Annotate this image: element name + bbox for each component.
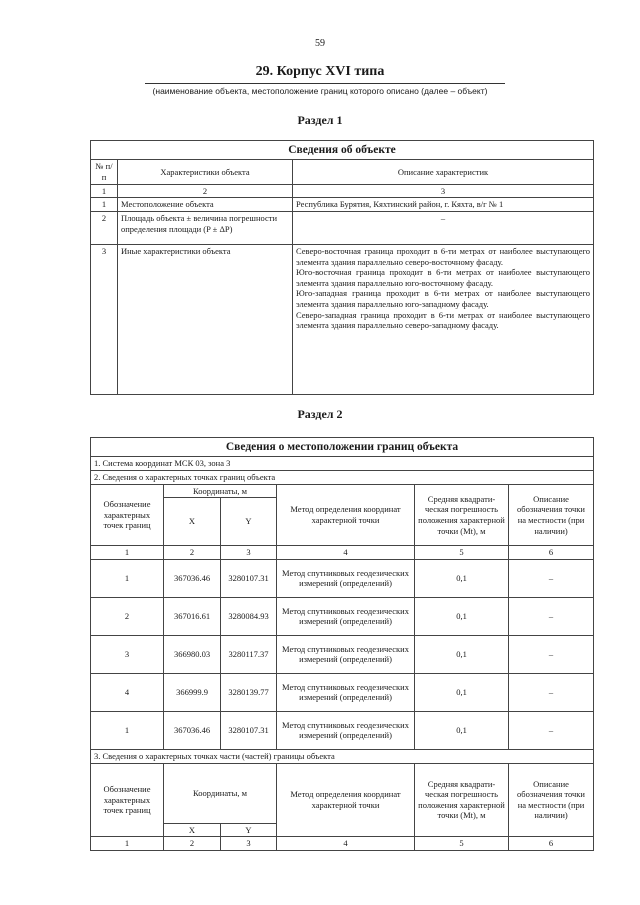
point-method: Метод спутниковых геодезических измерений (определений): [277, 597, 415, 635]
point-x: 367016.61: [164, 597, 221, 635]
index-cell: 1: [91, 546, 164, 560]
table-row: [91, 244, 594, 394]
row-num: 1: [91, 198, 118, 212]
point-method: Метод спутниковых геодезических измерений (определений): [277, 635, 415, 673]
point-error: 0,1: [415, 597, 509, 635]
point-y: 3280117.37: [221, 635, 277, 673]
point-x: 366980.03: [164, 635, 221, 673]
row-characteristic: Местоположение объекта: [118, 198, 293, 212]
coord-system: 1. Система координат МСК 03, зона 3: [91, 457, 594, 471]
point-id: 2: [91, 597, 164, 635]
point-method: Метод спутниковых геодезических измерений (определений): [277, 559, 415, 597]
point-error: 0,1: [415, 711, 509, 749]
header-desc: Описание обозначения точки на местности (при наличии): [509, 763, 594, 837]
boundary-se: Юго-восточная граница проходит в 6-ти метрах от наиболее выступающего элемента здания параллельно юго-восточному фасаду.: [296, 267, 590, 288]
header-method: Метод определения координат характерной точки: [277, 763, 415, 837]
index-cell: 5: [415, 837, 509, 851]
title-underline: [145, 83, 505, 84]
point-error: 0,1: [415, 559, 509, 597]
header-coords: Координаты, м: [164, 763, 277, 823]
row-num: 2: [91, 211, 118, 244]
row-description: [293, 244, 594, 394]
object-title: 29. Корпус XVI типа: [255, 64, 385, 79]
index-cell: 6: [509, 837, 594, 851]
section2-heading: Раздел 2: [297, 407, 343, 421]
index-cell: 2: [118, 184, 293, 198]
index-cell: 3: [293, 184, 594, 198]
point-x: 366999.9: [164, 673, 221, 711]
boundary-ne: Северо-восточная граница проходит в 6-ти метрах от наиболее выступающего элемента здания параллельно северо-восточному фасаду.: [296, 245, 590, 267]
index-cell: 2: [164, 546, 221, 560]
object-caption: (наименование объекта, местоположение границ которого описано (далее – объект): [152, 86, 488, 96]
points-heading: 2. Сведения о характерных точках границ объекта: [91, 471, 594, 485]
header-y: Y: [221, 823, 277, 837]
point-desc: –: [509, 559, 594, 597]
point-error: 0,1: [415, 673, 509, 711]
header-point: Обозначение характерных точек границ: [91, 763, 164, 837]
header-x: X: [164, 498, 221, 546]
table-row: [91, 597, 594, 635]
page-number: 59: [315, 38, 325, 49]
point-id: 3: [91, 635, 164, 673]
index-cell: 4: [277, 837, 415, 851]
section1-heading: Раздел 1: [297, 113, 343, 127]
header-y: Y: [221, 498, 277, 546]
object-info-table: [90, 140, 594, 395]
point-y: 3280084.93: [221, 597, 277, 635]
point-id: 1: [91, 559, 164, 597]
header-x: X: [164, 823, 221, 837]
row-characteristic: Площадь объекта ± величина погрешности определения площади (P ± ΔP): [118, 211, 293, 244]
index-cell: 3: [221, 837, 277, 851]
header-error: Средняя квадрати-ческая погрешность положения характерной точки (Mt), м: [415, 484, 509, 546]
header-desc: Описание обозначения точки на местности (при наличии): [509, 484, 594, 546]
table-row: [91, 211, 594, 244]
index-cell: 5: [415, 546, 509, 560]
index-cell: 1: [91, 837, 164, 851]
point-x: 367036.46: [164, 559, 221, 597]
point-y: 3280107.31: [221, 559, 277, 597]
point-id: 1: [91, 711, 164, 749]
boundary-table-title: Сведения о местоположении границ объекта: [91, 438, 594, 457]
header-num: № п/п: [91, 160, 118, 184]
boundary-nw: Северо-западная граница проходит в 6-ти метрах от наиболее выступающего элемента здания параллельно северо-западному фасаду.: [296, 309, 590, 331]
boundary-sw: Юго-западная граница проходит в 6-ти метрах от наиболее выступающего элемента здания параллельно юго-западному фасаду.: [296, 288, 590, 309]
point-error: 0,1: [415, 635, 509, 673]
point-desc: –: [509, 673, 594, 711]
object-info-table-title: Сведения об объекте: [91, 141, 594, 160]
row-num: 3: [91, 244, 118, 394]
index-cell: 6: [509, 546, 594, 560]
point-y: 3280107.31: [221, 711, 277, 749]
point-desc: –: [509, 597, 594, 635]
index-cell: 4: [277, 546, 415, 560]
header-coords: Координаты, м: [164, 484, 277, 498]
header-description: Описание характеристик: [293, 160, 594, 184]
header-characteristic: Характеристики объекта: [118, 160, 293, 184]
row-description: Республика Бурятия, Кяхтинский район, г. Кяхта, в/г № 1: [293, 198, 594, 212]
boundary-location-table: [90, 437, 594, 851]
point-desc: –: [509, 635, 594, 673]
row-characteristic: Иные характеристики объекта: [118, 244, 293, 394]
parts-heading: 3. Сведения о характерных точках части (частей) границы объекта: [91, 749, 594, 763]
row-description: –: [293, 211, 594, 244]
table-row: [91, 198, 594, 212]
point-y: 3280139.77: [221, 673, 277, 711]
index-cell: 3: [221, 546, 277, 560]
header-error: Средняя квадрати-ческая погрешность положения характерной точки (Mt), м: [415, 763, 509, 837]
header-point: Обозначение характерных точек границ: [91, 484, 164, 546]
point-method: Метод спутниковых геодезических измерений (определений): [277, 673, 415, 711]
table-row: [91, 711, 594, 749]
point-method: Метод спутниковых геодезических измерений (определений): [277, 711, 415, 749]
index-cell: 1: [91, 184, 118, 198]
index-cell: 2: [164, 837, 221, 851]
table-row: [91, 673, 594, 711]
point-id: 4: [91, 673, 164, 711]
header-method: Метод определения координат характерной точки: [277, 484, 415, 546]
table-row: [91, 559, 594, 597]
point-x: 367036.46: [164, 711, 221, 749]
table-row: [91, 635, 594, 673]
point-desc: –: [509, 711, 594, 749]
